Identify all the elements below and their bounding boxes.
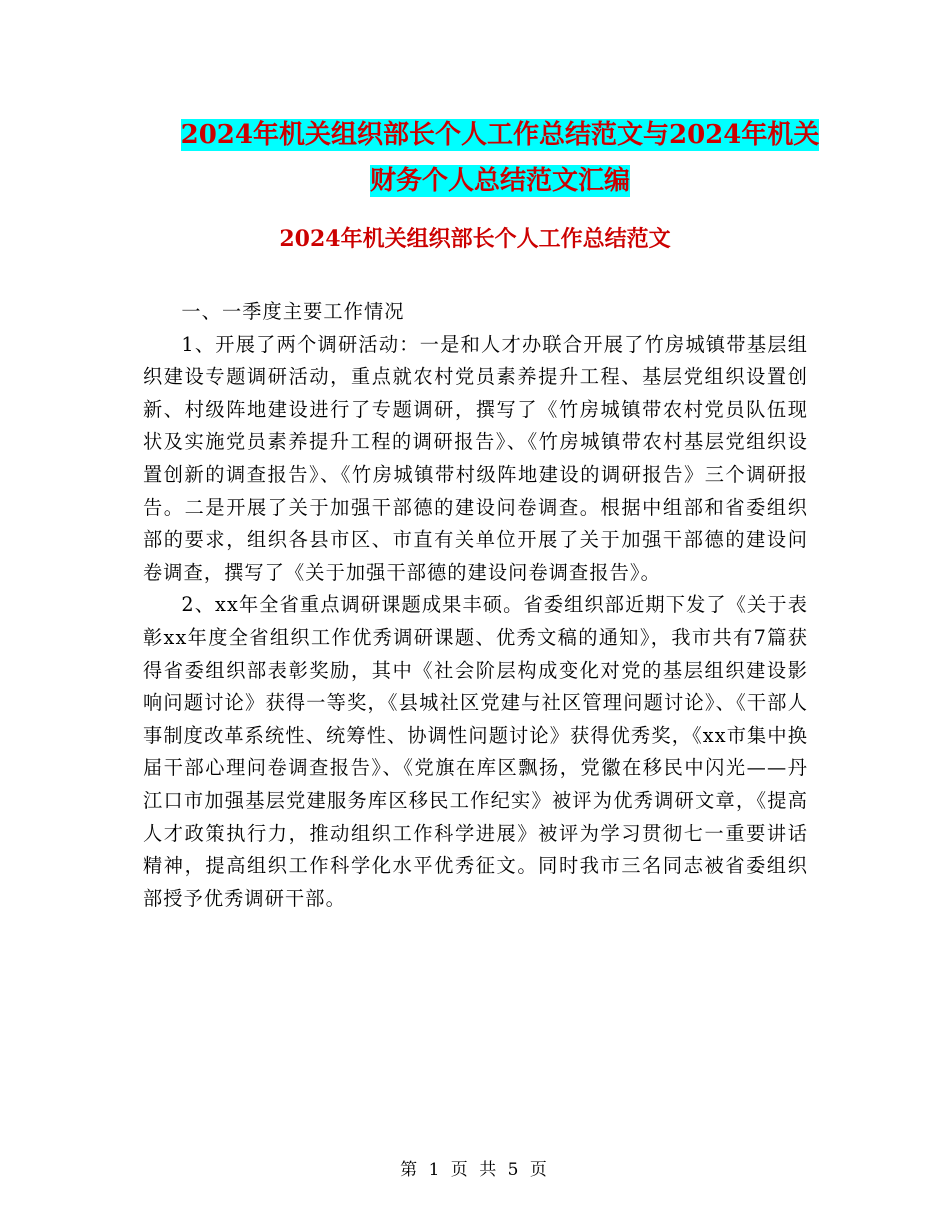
section-title: 2024年机关组织部长个人工作总结范文 [279,226,671,252]
document-title-line1: 2024年机关组织部长个人工作总结范文与2024年机关 [180,120,820,150]
paragraph-heading: 一、一季度主要工作情况 [181,300,405,323]
paragraph: 1、开展了两个调研活动：一是和人才办联合开展了竹房城镇带基层组织建设专题调研活动，重点就农村党员素养提升工程、基层党组织设置创新、村级阵地建设进行了专题调研，撰写了《竹房城镇带农村党员队伍现状及实施党员素养提升工程的调研报告》、《竹房城镇带农村基层党组织设置创新的调查报告》、《竹房城镇带村级阵地建设的调研报告》三个调研报告。二是开展了关于加强干部德的建设问卷调查。根据中组部和省委组织部的要求，组织各县市区、市直有关单位开展了关于加强干部德的建设问卷调查，撰写了《关于加强干部德的建设问卷调查报告》。 [143,332,808,584]
document-title-line2: 财务个人总结范文汇编 [369,166,630,196]
document-body [143,296,808,915]
paragraph: 2、xx年全省重点调研课题成果丰硕。省委组织部近期下发了《关于表彰xx年度全省组织工作优秀调研课题、优秀文稿的通知》，我市共有7篇获得省委组织部表彰奖励，其中《社会阶层构成变化对党的基层组织建设影响问题讨论》获得一等奖，《县城社区党建与社区管理问题讨论》、《干部人事制度改革系统性、统筹性、协调性问题讨论》获得优秀奖，《xx市集中换届干部心理问卷调查报告》、《党旗在库区飘扬，党徽在移民中闪光——丹江口市加强基层党建服务库区移民工作纪实》被评为优秀调研文章，《提高人才政策执行力，推动组织工作科学进展》被评为学习贯彻七一重要讲话精神，提高组织工作科学化水平优秀征文。同时我市三名同志被省委组织部授予优秀调研干部。 [143,593,808,910]
page-footer: 第 1 页 共 5 页 [400,1160,550,1180]
document-title [140,112,860,204]
